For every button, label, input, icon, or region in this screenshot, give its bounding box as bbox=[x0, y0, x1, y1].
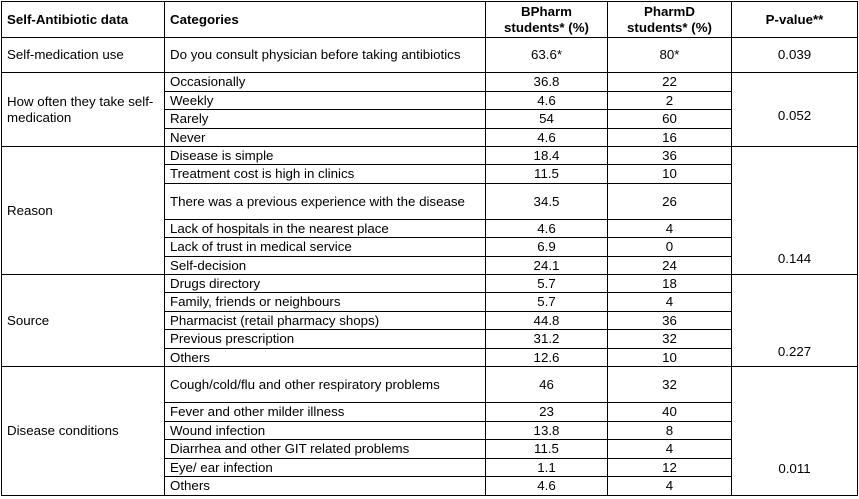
pharmd-value: 10 bbox=[608, 349, 732, 367]
category-cell: Treatment cost is high in clinics bbox=[165, 165, 486, 184]
pharmd-value: 18 bbox=[608, 275, 732, 293]
pharmd-value: 40 bbox=[608, 403, 732, 422]
header-categories: Categories bbox=[165, 2, 486, 38]
bpharm-value: 34.5 bbox=[486, 184, 608, 220]
bpharm-value: 18.4 bbox=[486, 147, 608, 165]
header-row bbox=[2, 2, 858, 38]
pharmd-value: 10 bbox=[608, 165, 732, 184]
pharmd-value: 4 bbox=[608, 293, 732, 312]
bpharm-value: 13.8 bbox=[486, 422, 608, 440]
pharmd-value: 32 bbox=[608, 367, 732, 403]
bpharm-value: 12.6 bbox=[486, 349, 608, 367]
p-value-cell: 0.227 bbox=[732, 275, 858, 367]
category-cell: Family, friends or neighbours bbox=[165, 293, 486, 312]
table-row bbox=[2, 147, 858, 165]
category-cell: Never bbox=[165, 129, 486, 147]
category-cell: Weekly bbox=[165, 92, 486, 110]
bpharm-value: 31.2 bbox=[486, 330, 608, 349]
group-label: Source bbox=[2, 275, 165, 367]
category-cell: Eye/ ear infection bbox=[165, 459, 486, 477]
category-cell: Pharmacist (retail pharmacy shops) bbox=[165, 312, 486, 330]
pharmd-value: 16 bbox=[608, 129, 732, 147]
bpharm-value: 44.8 bbox=[486, 312, 608, 330]
bpharm-value: 46 bbox=[486, 367, 608, 403]
bpharm-value: 54 bbox=[486, 110, 608, 129]
p-value-cell: 0.039 bbox=[732, 38, 858, 73]
p-value-cell: 0.144 bbox=[732, 147, 858, 275]
category-cell: Diarrhea and other GIT related problems bbox=[165, 440, 486, 459]
group-label: How often they take self-medication bbox=[2, 73, 165, 147]
bpharm-value: 1.1 bbox=[486, 459, 608, 477]
category-cell: Previous prescription bbox=[165, 330, 486, 349]
pharmd-value: 26 bbox=[608, 184, 732, 220]
pharmd-value: 2 bbox=[608, 92, 732, 110]
pharmd-value: 22 bbox=[608, 73, 732, 92]
category-cell: Do you consult physician before taking antibiotics bbox=[165, 38, 486, 73]
group-label: Disease conditions bbox=[2, 367, 165, 496]
table-body bbox=[2, 38, 858, 496]
category-cell: Lack of trust in medical service bbox=[165, 238, 486, 257]
bpharm-value: 11.5 bbox=[486, 440, 608, 459]
category-cell: There was a previous experience with the disease bbox=[165, 184, 486, 220]
table-row bbox=[2, 73, 858, 92]
header-pharmd bbox=[608, 2, 732, 38]
pharmd-value: 8 bbox=[608, 422, 732, 440]
bpharm-value: 6.9 bbox=[486, 238, 608, 257]
pharmd-value: 36 bbox=[608, 312, 732, 330]
bpharm-value: 4.6 bbox=[486, 220, 608, 238]
bpharm-value: 24.1 bbox=[486, 257, 608, 275]
header-bpharm bbox=[486, 2, 608, 38]
bpharm-value: 5.7 bbox=[486, 293, 608, 312]
header-pharmd-line2: students* (%) bbox=[627, 19, 712, 35]
header-bpharm-line1: BPharm bbox=[521, 3, 572, 19]
category-cell: Wound infection bbox=[165, 422, 486, 440]
category-cell: Fever and other milder illness bbox=[165, 403, 486, 422]
category-cell: Others bbox=[165, 477, 486, 496]
category-cell: Others bbox=[165, 349, 486, 367]
bpharm-value: 5.7 bbox=[486, 275, 608, 293]
category-cell: Cough/cold/flu and other respiratory problems bbox=[165, 367, 486, 403]
self-antibiotic-table bbox=[1, 1, 858, 496]
pharmd-value: 80* bbox=[608, 38, 732, 73]
table-row bbox=[2, 275, 858, 293]
pharmd-value: 24 bbox=[608, 257, 732, 275]
bpharm-value: 36.8 bbox=[486, 73, 608, 92]
category-cell: Occasionally bbox=[165, 73, 486, 92]
p-value-cell: 0.011 bbox=[732, 367, 858, 496]
table-row bbox=[2, 38, 858, 73]
bpharm-value: 4.6 bbox=[486, 129, 608, 147]
header-self-antibiotic-data: Self-Antibiotic data bbox=[2, 2, 165, 38]
category-cell: Rarely bbox=[165, 110, 486, 129]
pharmd-value: 4 bbox=[608, 220, 732, 238]
p-value-cell: 0.052 bbox=[732, 73, 858, 147]
group-label: Reason bbox=[2, 147, 165, 275]
bpharm-value: 11.5 bbox=[486, 165, 608, 184]
pharmd-value: 0 bbox=[608, 238, 732, 257]
pharmd-value: 4 bbox=[608, 440, 732, 459]
category-cell: Lack of hospitals in the nearest place bbox=[165, 220, 486, 238]
header-p-value: P-value** bbox=[732, 2, 858, 38]
group-label: Self-medication use bbox=[2, 38, 165, 73]
pharmd-value: 32 bbox=[608, 330, 732, 349]
pharmd-value: 36 bbox=[608, 147, 732, 165]
table-row bbox=[2, 367, 858, 403]
bpharm-value: 4.6 bbox=[486, 92, 608, 110]
bpharm-value: 4.6 bbox=[486, 477, 608, 496]
bpharm-value: 23 bbox=[486, 403, 608, 422]
pharmd-value: 12 bbox=[608, 459, 732, 477]
bpharm-value: 63.6* bbox=[486, 38, 608, 73]
category-cell: Disease is simple bbox=[165, 147, 486, 165]
header-pharmd-line1: PharmD bbox=[644, 3, 695, 19]
header-bpharm-line2: students* (%) bbox=[504, 19, 589, 35]
pharmd-value: 60 bbox=[608, 110, 732, 129]
category-cell: Self-decision bbox=[165, 257, 486, 275]
category-cell: Drugs directory bbox=[165, 275, 486, 293]
pharmd-value: 4 bbox=[608, 477, 732, 496]
